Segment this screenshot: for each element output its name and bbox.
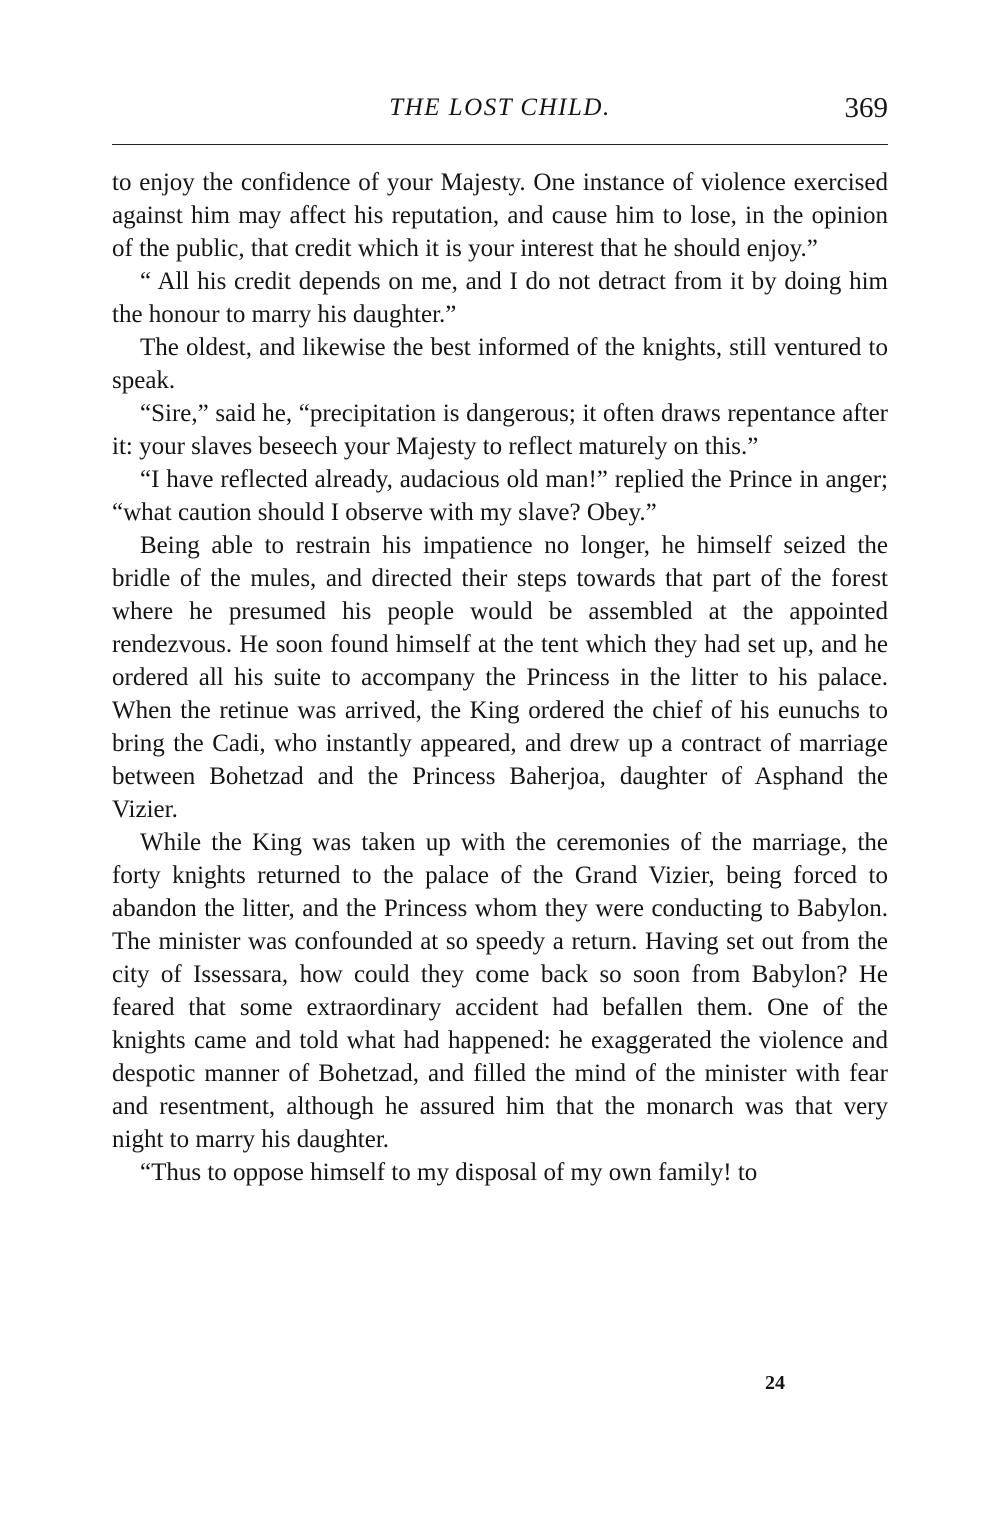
paragraph-7: While the King was taken up with the ceremonies of the marriage, the forty knights returned to the palace of the Grand Vizier, being forced to abandon the litter, and the Princess whom they were conducting to Babylon. The minister was confounded at so speedy a return. Having set out from the city of Issessara, how could they come back so soon from Babylon? He feared that some extraordinary accident had befallen them. One of the knights came and told what had happened: he exaggerated the violence and despotic manner of Bohetzad, and filled the mind of the minister with fear and resentment, although he assured him that the monarch was that very night to marry his daughter. xyxy=(112,829,888,1153)
paragraph-8: “Thus to oppose himself to my disposal of my own family! to xyxy=(140,1159,758,1186)
paragraph-3: The oldest, and likewise the best informed of the knights, still ventured to speak. xyxy=(112,334,888,394)
running-head xyxy=(112,92,888,132)
signature-mark: 24 xyxy=(765,1372,785,1394)
paragraph-5: “I have reflected already, audacious old man!” replied the Prince in anger; “what caution should I observe with my slave? Obey.” xyxy=(112,466,888,526)
header-rule xyxy=(112,144,888,145)
paragraph-1: to enjoy the confidence of your Majesty. One instance of violence exercised against him may affect his reputation, and cause him to lose, in the opinion of the public, that credit which it is your interest that he should enjoy.” xyxy=(112,169,888,262)
paragraph-4: “Sire,” said he, “precipitation is dangerous; it often draws repentance after it: your slaves beseech your Majesty to reflect maturely on this.” xyxy=(112,400,888,460)
page-number: 369 xyxy=(844,92,888,124)
paragraph-6: Being able to restrain his impatience no longer, he himself seized the bridle of the mules, and directed their steps towards that part of the forest where he presumed his people would be assembled at the appointed rendezvous. He soon found himself at the tent which they had set up, and he ordered all his suite to accompany the Princess in the litter to his palace. When the retinue was arrived, the King ordered the chief of his eunuchs to bring the Cadi, who instantly appeared, and drew up a contract of marriage between Bohetzad and the Princess Baherjoa, daughter of Asphand the Vizier. xyxy=(112,532,888,823)
paragraph-2: “ All his credit depends on me, and I do not detract from it by doing him the honour to marry his daughter.” xyxy=(112,268,888,328)
body-text xyxy=(112,166,888,1189)
running-title: THE LOST CHILD. xyxy=(389,94,611,121)
